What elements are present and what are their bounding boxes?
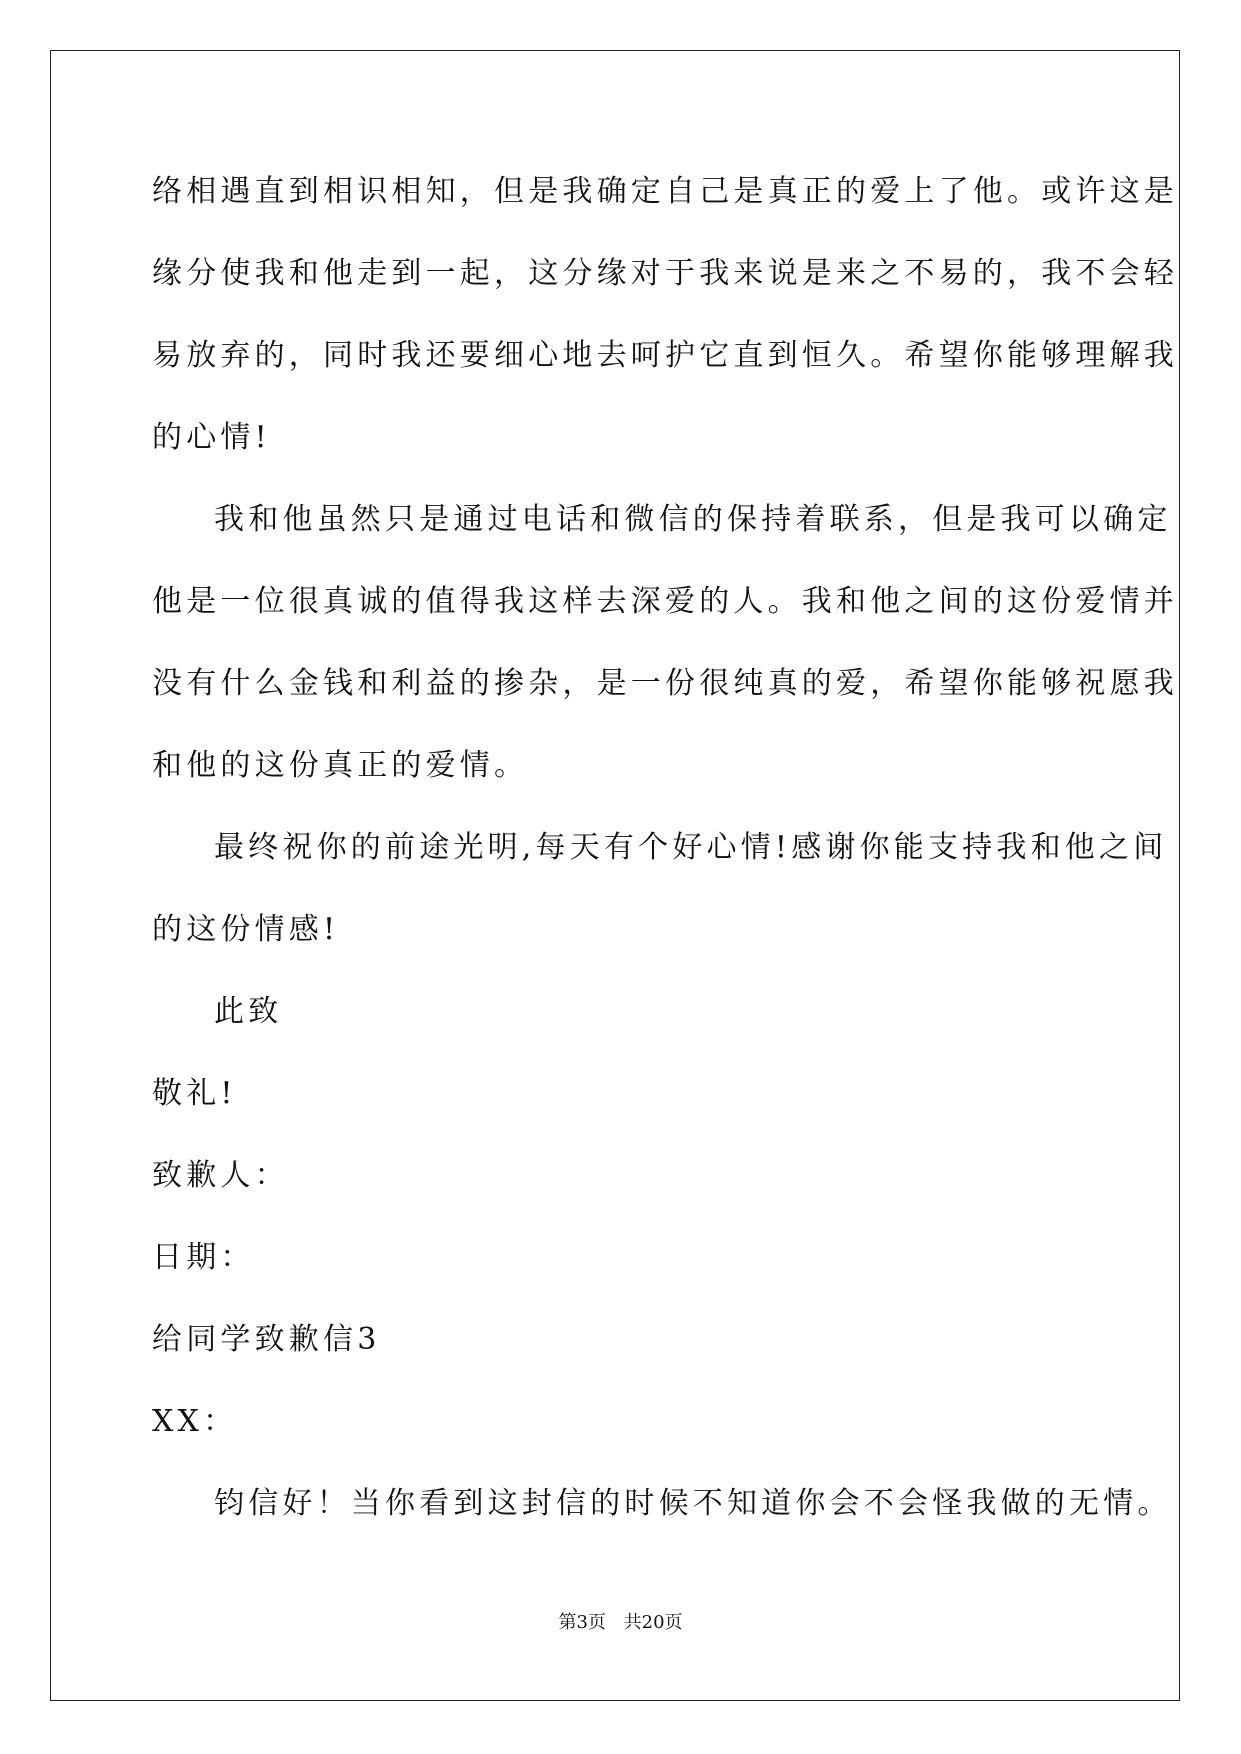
page-number: 第3页	[558, 1612, 606, 1633]
paragraph-line: 他是一位很真诚的值得我这样去深爱的人。我和他之间的这份爱情并	[152, 584, 1178, 619]
paragraph-line: 的这份情感!	[152, 912, 340, 947]
page-border	[50, 50, 1180, 1701]
paragraph-line: 络相遇直到相识相知，但是我确定自己是真正的爱上了他。或许这是	[152, 174, 1178, 209]
paragraph-line: 的心情!	[152, 420, 271, 455]
paragraph-line: 最终祝你的前途光明,每天有个好心情!感谢你能支持我和他之间	[214, 830, 1168, 865]
signature-label: 致歉人：	[152, 1158, 289, 1193]
page-footer	[0, 1608, 1241, 1634]
paragraph-line: 和他的这份真正的爱情。	[152, 748, 529, 783]
paragraph-line: 我和他虽然只是通过电话和微信的保持着联系，但是我可以确定	[214, 502, 1172, 537]
section-title: 给同学致歉信3	[152, 1322, 381, 1357]
paragraph-line: 缘分使我和他走到一起，这分缘对于我来说是来之不易的，我不会轻	[152, 256, 1178, 291]
paragraph-line: 没有什么金钱和利益的掺杂，是一份很纯真的爱，希望你能够祝愿我	[152, 666, 1178, 701]
paragraph-line: 易放弃的，同时我还要细心地去呵护它直到恒久。希望你能够理解我	[152, 338, 1178, 373]
closing-line: 此致	[214, 994, 283, 1029]
salutation: XX：	[152, 1404, 238, 1439]
paragraph-line: 钧信好！当你看到这封信的时候不知道你会不会怪我做的无情。	[214, 1486, 1172, 1521]
closing-salute: 敬礼!	[152, 1076, 237, 1111]
date-label: 日期：	[152, 1240, 255, 1275]
page-total: 共20页	[623, 1612, 683, 1633]
